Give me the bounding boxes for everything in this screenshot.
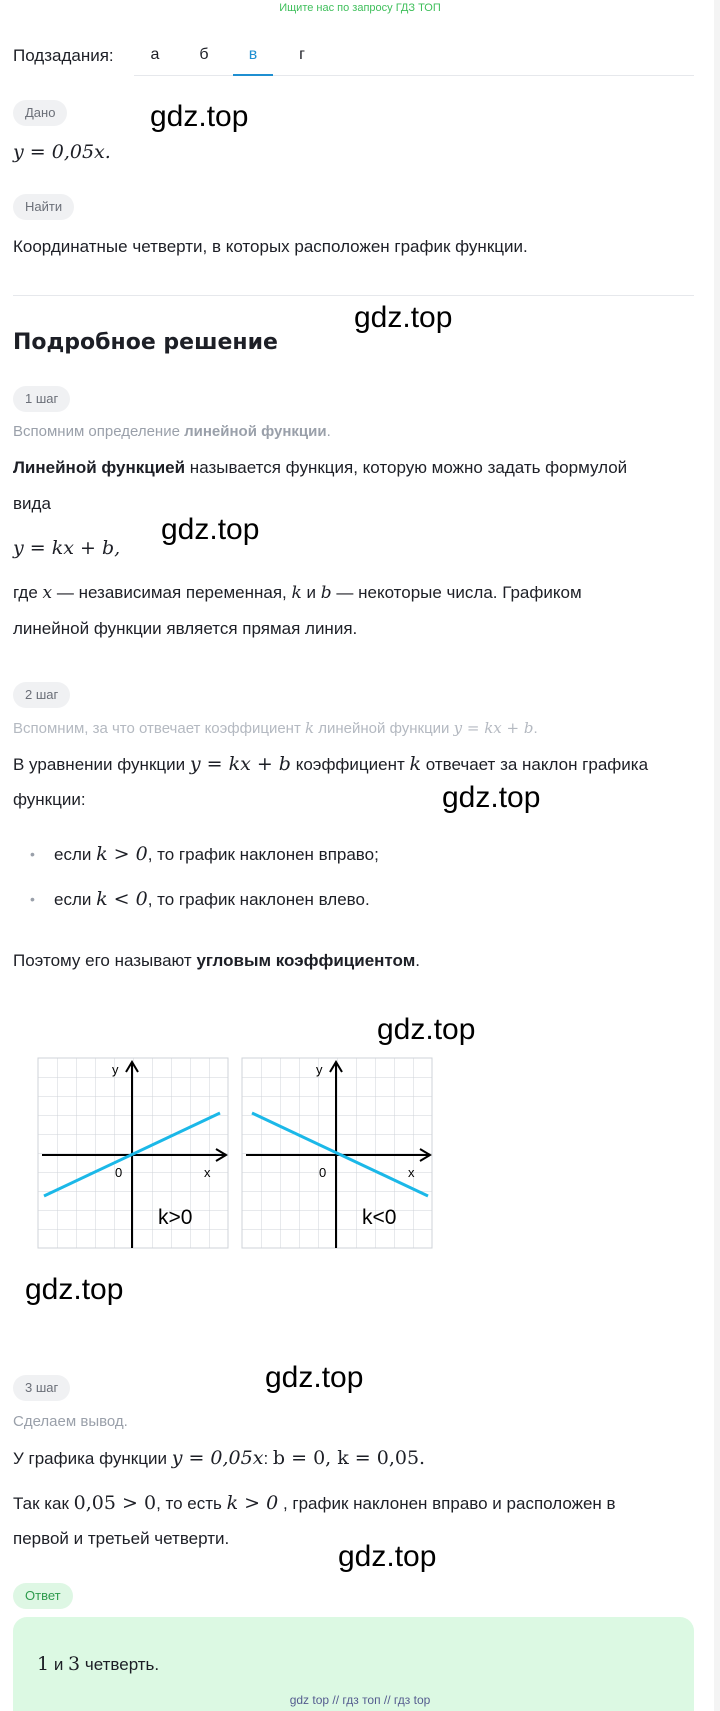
step2-equation: В уравнении функции y = kx + b коэффициент k отвечает за наклон графика [13,753,649,775]
find-pill: Найти [13,194,74,220]
graph-left-x-label: x [204,1165,211,1180]
step2-conclusion: Поэтому его называют угловым коэффициентом. [13,951,421,970]
step3-intro: Сделаем вывод. [13,1413,128,1430]
tab-g[interactable]: г [299,46,305,63]
graph-left [38,1058,228,1248]
step1-definition-line2: вида [13,494,51,513]
given-pill: Дано [13,100,67,126]
watermark: gdz.top [442,781,541,814]
section-divider [13,295,694,296]
watermark: gdz.top [354,301,453,334]
graph-left-caption: k>0 [158,1206,193,1229]
tab-v[interactable]: в [233,46,273,76]
scrollbar[interactable] [714,0,720,1711]
step1-formula: y = kx + b, [13,537,121,559]
step1-where: где x — независимая переменная, k и b — некоторые числа. Графиком [13,583,582,603]
step3-line3: первой и третьей четверти. [13,1529,230,1548]
solution-title: Подробное решение [13,330,278,355]
step3-line1: У графика функции y = 0,05x: b = 0, k = 0,05. [13,1447,426,1469]
graph-right-y-label: y [316,1062,323,1077]
list-item: • если k < 0, то график наклонен влево. [30,881,379,926]
graph-left-origin: 0 [115,1165,123,1180]
watermark: gdz.top [377,1013,476,1046]
find-text: Координатные четверти, в которых расположен график функции. [13,237,528,256]
step3-pill: 3 шаг [13,1375,70,1401]
step2-equation-line2: функции: [13,790,86,809]
subtasks-nav [13,42,694,76]
watermark: gdz.top [265,1361,364,1394]
tab-a[interactable]: а [150,46,160,63]
step2-bullets [30,836,379,926]
subtasks-label: Подзадания: [13,46,114,65]
step3-line2: Так как 0,05 > 0, то есть k > 0 , график наклонен вправо и расположен в [13,1492,616,1514]
answer-pill: Ответ [13,1583,73,1609]
step2-pill: 2 шаг [13,682,70,708]
watermark: gdz.top [161,513,260,546]
graph-right-origin: 0 [319,1165,327,1180]
graph-right [242,1058,432,1248]
step1-intro: Вспомним определение линейной функции. [13,423,331,440]
top-banner: Ищите нас по запросу ГДЗ ТОП [279,2,441,14]
list-item: • если k > 0, то график наклонен вправо; [30,836,379,881]
answer-text: 1 и 3 четверть. [37,1653,160,1675]
watermark: gdz.top [150,100,249,133]
given-formula: y = 0,05x. [13,141,111,163]
graph-left-y-label: y [112,1062,119,1077]
step1-pill: 1 шаг [13,386,70,412]
tab-b[interactable]: б [199,46,209,63]
slope-graphs [36,1056,436,1251]
watermark: gdz.top [25,1273,124,1306]
footer: gdz top // гдз топ // гдз top [289,1693,431,1707]
step1-definition: Линейной функцией называется функция, которую можно задать формулой [13,458,628,477]
graph-right-caption: k<0 [362,1206,397,1229]
step1-line2: линейной функции является прямая линия. [13,619,358,638]
graph-right-x-label: x [408,1165,415,1180]
step2-intro: Вспомним, за что отвечает коэффициент k линейной функции y = kx + b. [13,719,538,737]
watermark: gdz.top [338,1540,437,1573]
